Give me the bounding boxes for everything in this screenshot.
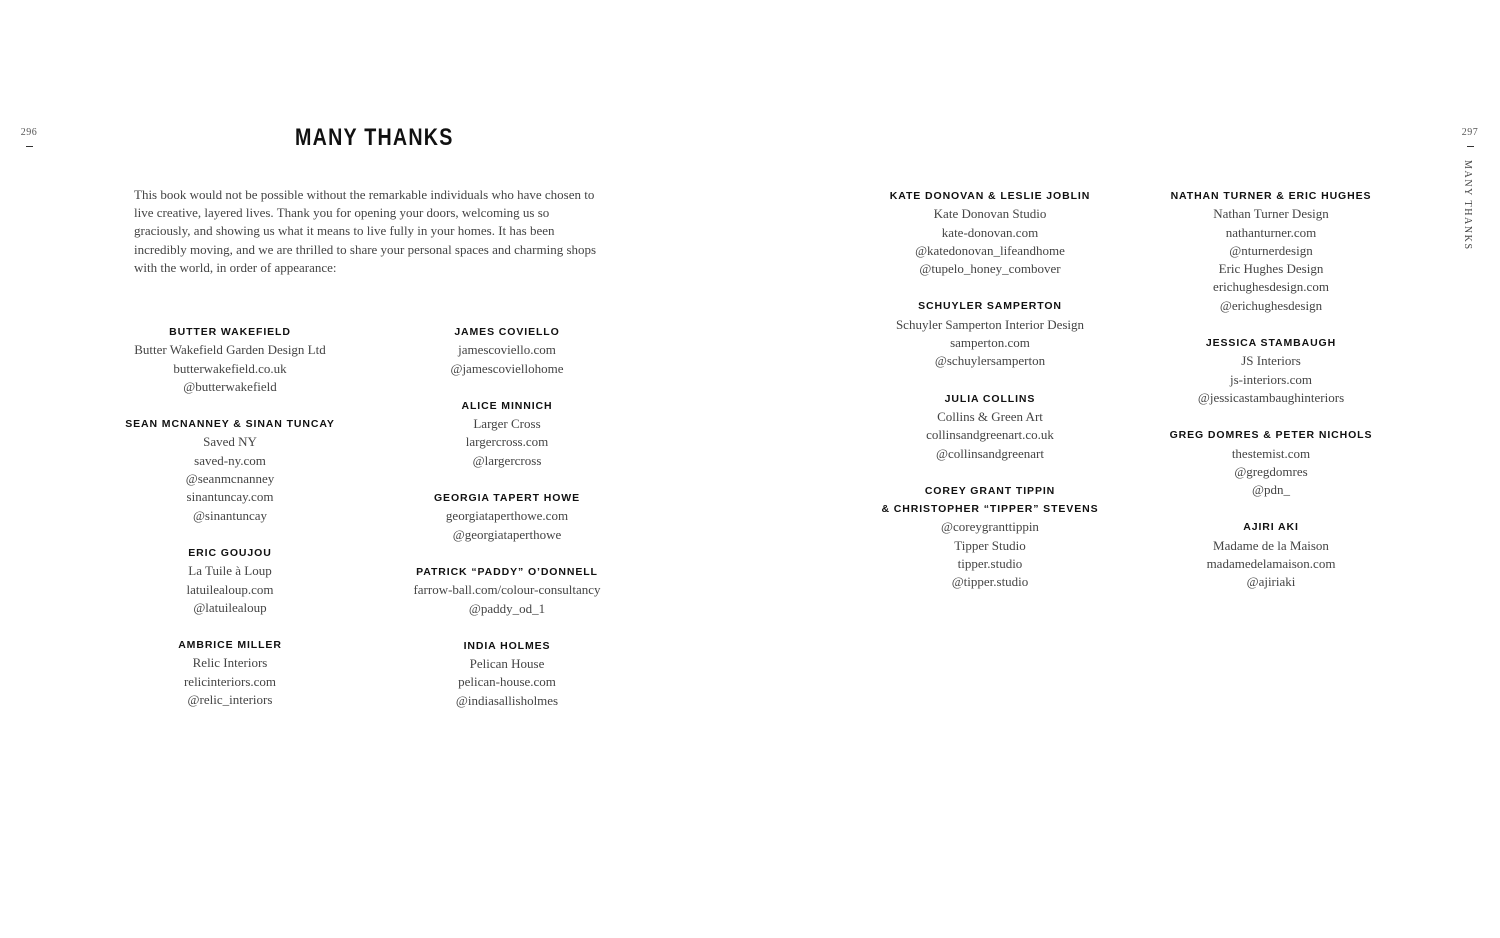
- credit-detail: @latuilealoup: [193, 599, 267, 615]
- credit-detail: Madame de la Maison: [1213, 537, 1329, 553]
- credit-detail: @largercross: [472, 452, 542, 468]
- credit-name: BUTTER WAKEFIELD: [169, 326, 291, 338]
- credit-detail: kate-donovan.com: [941, 224, 1039, 240]
- credit-name: & CHRISTOPHER “TIPPER” STEVENS: [881, 503, 1099, 516]
- credit-detail: tipper.studio: [957, 556, 1023, 572]
- credit-name: GREG DOMRES & PETER NICHOLS: [1169, 429, 1373, 442]
- page-number-right-rule: [1467, 146, 1474, 147]
- credit-detail: La Tuile à Loup: [188, 563, 272, 579]
- page-title: MANY THANKS: [295, 124, 454, 151]
- credit-detail: jamescoviello.com: [458, 342, 556, 358]
- credit-name: GEORGIA TAPERT HOWE: [433, 492, 581, 505]
- credit-entry: [392, 397, 622, 470]
- credit-entry: [880, 482, 1100, 592]
- page-number-left-text: 296: [20, 127, 38, 138]
- credit-detail: Kate Donovan Studio: [933, 206, 1047, 222]
- credit-detail: @katedonovan_lifeandhome: [915, 242, 1065, 258]
- credit-entry: [880, 390, 1100, 463]
- credit-detail: Nathan Turner Design: [1213, 206, 1329, 222]
- credit-name: SEAN MCNANNEY & SINAN TUNCAY: [125, 418, 335, 431]
- credit-detail: farrow-ball.com/colour-consultancy: [413, 582, 601, 598]
- credit-detail: @nturnerdesign: [1229, 242, 1313, 258]
- credit-detail: thestemist.com: [1231, 445, 1311, 461]
- credit-detail: @seanmcnanney: [185, 471, 275, 487]
- credit-detail: @collinsandgreenart: [936, 445, 1044, 461]
- credits-column-3: [880, 187, 1100, 611]
- page-number-left-rule: [26, 146, 33, 147]
- running-head: MANY THANKS: [1462, 160, 1473, 251]
- credit-detail: samperton.com: [950, 335, 1030, 351]
- credit-entry: [1160, 334, 1382, 407]
- credit-entry: [880, 297, 1100, 370]
- credit-detail: relicinteriors.com: [183, 673, 277, 689]
- credit-detail: @tupelo_honey_combover: [919, 261, 1061, 277]
- credit-entry: [120, 415, 340, 525]
- credit-detail: Schuyler Samperton Interior Design: [895, 316, 1085, 332]
- credit-name: ALICE MINNICH: [461, 399, 553, 412]
- credit-detail: @erichughesdesign: [1219, 297, 1323, 313]
- credit-detail: @coreygranttippin: [941, 519, 1039, 535]
- credit-detail: nathanturner.com: [1225, 224, 1317, 240]
- credit-name: INDIA HOLMES: [463, 639, 551, 652]
- credit-detail: madamedelamaison.com: [1206, 556, 1336, 572]
- credit-name: COREY GRANT TIPPIN: [924, 484, 1056, 497]
- credit-entry: [120, 544, 340, 617]
- credit-name: AMBRICE MILLER: [178, 639, 282, 652]
- credit-name: NATHAN TURNER & ERIC HUGHES: [1170, 190, 1372, 202]
- credit-entry: [1160, 426, 1382, 499]
- credit-detail: @paddy_od_1: [468, 600, 546, 616]
- credit-entry: [392, 323, 622, 378]
- credit-name: SCHUYLER SAMPERTON: [918, 300, 1062, 313]
- credit-detail: @indiasallisholmes: [455, 692, 559, 708]
- credit-name: JULIA COLLINS: [944, 392, 1036, 405]
- credit-detail: @schuylersamperton: [934, 353, 1046, 369]
- credit-name: JESSICA STAMBAUGH: [1205, 337, 1337, 350]
- credit-detail: Relic Interiors: [192, 655, 268, 671]
- credits-column-4: [1160, 187, 1382, 611]
- page-number-right: [1455, 127, 1485, 147]
- credit-entry: [1160, 187, 1382, 315]
- credit-detail: @sinantuncay: [192, 507, 268, 523]
- credit-detail: erichughesdesign.com: [1213, 279, 1329, 295]
- credit-detail: @jessicastambaughinteriors: [1197, 389, 1345, 405]
- credit-detail: butterwakefield.co.uk: [173, 360, 287, 376]
- credit-detail: Saved NY: [203, 434, 257, 450]
- credit-name: PATRICK “PADDY” O’DONNELL: [416, 565, 598, 578]
- page-number-right-text: 297: [1461, 127, 1479, 138]
- credit-entry: [392, 637, 622, 710]
- credit-detail: sinantuncay.com: [186, 489, 274, 505]
- credit-detail: collinsandgreenart.co.uk: [926, 427, 1054, 443]
- credit-detail: latuilealoup.com: [186, 581, 274, 597]
- credit-detail: Collins & Green Art: [937, 408, 1043, 424]
- credit-detail: saved-ny.com: [194, 452, 266, 468]
- credit-detail: Eric Hughes Design: [1218, 261, 1324, 277]
- page-number-left: [14, 127, 44, 147]
- credit-detail: @pdn_: [1252, 482, 1290, 498]
- credit-detail: pelican-house.com: [458, 674, 556, 690]
- credit-entry: [392, 489, 622, 544]
- credit-entry: [392, 563, 622, 618]
- credit-detail: @georgiataperthowe: [452, 526, 562, 542]
- credit-entry: [120, 636, 340, 709]
- credit-detail: Butter Wakefield Garden Design Ltd: [134, 342, 326, 358]
- credit-detail: @butterwakefield: [183, 378, 277, 394]
- credit-detail: @ajiriaki: [1246, 574, 1296, 590]
- credit-detail: @gregdomres: [1234, 463, 1308, 479]
- credit-name: KATE DONOVAN & LESLIE JOBLIN: [889, 190, 1091, 202]
- credit-entry: [120, 323, 340, 396]
- credit-detail: JS Interiors: [1241, 353, 1301, 369]
- credit-detail: Pelican House: [469, 656, 545, 672]
- credit-name: ERIC GOUJOU: [188, 546, 272, 559]
- credits-column-1: [120, 323, 340, 728]
- credit-detail: Tipper Studio: [954, 537, 1026, 553]
- intro-paragraph: This book would not be possible without the remarkable individuals who have chosen to live creative, layered lives. Thank you for opening your doors, welcoming us so graciously, and showing us what it means to live fully in your homes. It has been incredibly moving, and we are thrilled to share your personal spaces and charming shops with the world, in order of appearance:: [134, 187, 597, 275]
- credit-detail: Larger Cross: [473, 416, 541, 432]
- credit-detail: georgiataperthowe.com: [445, 508, 569, 524]
- credit-entry: [1160, 518, 1382, 591]
- credit-detail: @jamescoviellohome: [450, 360, 564, 376]
- credit-detail: @tipper.studio: [951, 574, 1029, 590]
- credit-detail: js-interiors.com: [1230, 371, 1312, 387]
- credit-name: JAMES COVIELLO: [454, 326, 560, 338]
- credits-column-2: [392, 323, 622, 729]
- credit-detail: @relic_interiors: [187, 692, 273, 708]
- credit-name: AJIRI AKI: [1243, 521, 1299, 534]
- credit-detail: largercross.com: [465, 434, 549, 450]
- credit-entry: [880, 187, 1100, 278]
